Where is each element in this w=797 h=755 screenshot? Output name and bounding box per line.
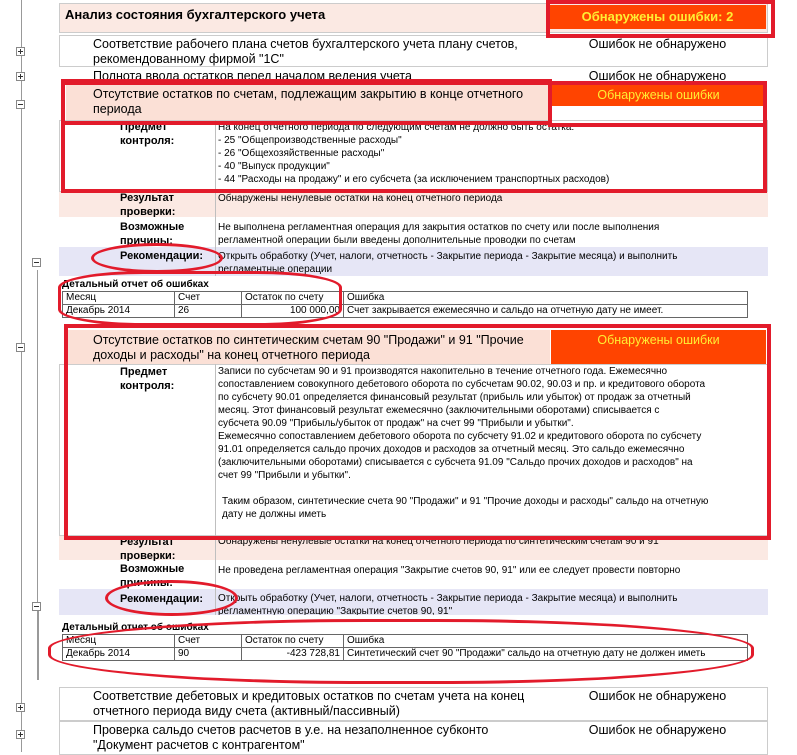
column-header: Ошибка: [344, 635, 748, 648]
check-status: Ошибок не обнаружено: [588, 689, 727, 703]
subject-text: Записи по субсчетам 90 и 91 производятся накопительно в течение отчетного года. Ежемесячно сопоставлением совокупного дебетового оборота по субсчетам 90.02, 90.03 и пр. и кредитового оборота по субсчету 90.01 определяется финансовый результат (прибыль или убыток) от продаж за отчетный месяц. Этот финансовый результат ежемесячно (заключительными оборотами) списывается с субсчета 90.09 "Прибыль/убыток от продаж" на счет 99 "Прибыли и убытки". Ежемесячно сопоставлением дебетового оборота по субсчету 91.02 и кредитового оборота по субсчету 91.01 определяется сальдо прочих доходов и расходов за отчетный месяц. Это сальдо ежемесячно (заключительными оборотами) списывается с субсчета 91.09 "Сальдо прочих доходов и расходов" на счет 99 "Прибыли и убытки". Таким образом, синтетические счета 90 "Продажи" и 91 "Прочие доходы и расходы" сальдо на отчетную дату не должны иметь: [218, 366, 709, 520]
check-title: Полнота ввода остатков перед началом ведения учета: [93, 69, 412, 83]
check-title: Соответствие рабочего плана счетов бухгалтерского учета плану счетов, рекомендованному фирмой "1С": [93, 37, 518, 66]
column-header: Счет: [175, 292, 242, 305]
expand-toggle[interactable]: [16, 730, 25, 739]
error-cell: Синтетический счет 90 "Продажи" сальдо на отчетную дату не должен иметь: [344, 648, 748, 661]
report-title: Анализ состояния бухгалтерского учета: [65, 7, 326, 22]
expand-toggle[interactable]: [16, 72, 25, 81]
check-title: Отсутствие остатков по синтетическим счетам 90 "Продажи" и 91 "Прочие доходы и расходы" на конец отчетного периода: [93, 333, 524, 362]
detail-report-title: Детальный отчет об ошибках: [62, 279, 209, 290]
result-text: Обнаружены ненулевые остатки на конец отчетного периода: [218, 193, 503, 204]
annotation-ellipse: [48, 619, 754, 684]
annotation-ellipse: [105, 580, 238, 616]
collapse-toggle[interactable]: [16, 343, 25, 352]
column-header: Остаток по счету: [242, 635, 344, 648]
causes-text: Не выполнена регламентная операция для закрытия остатков по счету или после выполнения регламентной операции были введены дополнительные проводки по счетам: [218, 222, 660, 246]
recommendations-label: Рекомендации:: [120, 250, 204, 262]
recommendations-label: Рекомендации:: [120, 593, 204, 605]
recommendations-text: Открыть обработку (Учет, налоги, отчетность - Закрытие периода - Закрытие месяца) и выполнить регламентные операции: [218, 251, 678, 275]
subject-label: Предмет контроля:: [120, 121, 175, 147]
annotation-box: [64, 324, 771, 540]
check-status: Ошибок не обнаружено: [588, 37, 727, 51]
annotation-ellipse: [91, 243, 223, 273]
month-cell: Декабрь 2014: [63, 648, 175, 661]
causes-label: Возможные причины:: [120, 221, 185, 247]
annotation-ellipse: [58, 271, 342, 326]
expand-toggle[interactable]: [16, 47, 25, 56]
check-status-error: Обнаружены ошибки: [551, 330, 766, 364]
tree-line: [21, 0, 22, 752]
balance-cell: 100 000,00: [242, 305, 344, 318]
account-cell: 26: [175, 305, 242, 318]
column-header: Месяц: [63, 635, 175, 648]
detail-report-title: Детальный отчет об ошибках: [62, 622, 209, 633]
column-header: Ошибка: [344, 292, 748, 305]
collapse-toggle[interactable]: [16, 100, 25, 109]
month-cell: Декабрь 2014: [63, 305, 175, 318]
result-label: Результат проверки:: [120, 536, 176, 561]
column-header: Месяц: [63, 292, 175, 305]
column-header: Остаток по счету: [242, 292, 344, 305]
account-cell: 90: [175, 648, 242, 661]
balance-cell: -423 728,81: [242, 648, 344, 661]
expand-toggle[interactable]: [16, 703, 25, 712]
recommendations-text: Открыть обработку (Учет, налоги, отчетность - Закрытие периода - Закрытие месяца) и выполнить регламентную операцию "Закрытие счетов 90, 91": [218, 593, 678, 615]
causes-text: Не проведена регламентная операция "Закрытие счетов 90, 91" или ее следует провести повторно: [218, 565, 681, 576]
result-text: Обнаружены ненулевые остатки на конец отчетного периода по синтетическим счетам 90 и 91: [218, 536, 659, 547]
result-label: Результат проверки:: [120, 192, 176, 217]
check-title: Отсутствие остатков по счетам, подлежащим закрытию в конце отчетного периода: [93, 87, 524, 116]
errors-found-badge: Обнаружены ошибки: 2: [549, 5, 766, 29]
annotation-box: [546, 0, 775, 38]
check-title: Соответствие дебетовых и кредитовых остатков по счетам учета на конец отчетного периода виду счета (активный/пассивный): [93, 689, 525, 718]
check-status-error: Обнаружены ошибки: [551, 84, 766, 106]
subject-label: Предмет контроля:: [120, 366, 175, 392]
error-cell: Счет закрывается ежемесячно и сальдо на отчетную дату не имеет.: [344, 305, 748, 318]
collapse-toggle[interactable]: [32, 258, 41, 267]
causes-label: Возможные причины:: [120, 563, 185, 589]
annotation-box: [61, 81, 767, 193]
column-header: Счет: [175, 635, 242, 648]
check-status: Ошибок не обнаружено: [588, 69, 727, 83]
check-status: Ошибок не обнаружено: [588, 723, 727, 737]
tree-line: [38, 610, 39, 680]
subject-text: На конец отчетного периода по следующим счетам не должно быть остатка: - 25 "Общепроизводственные расходы" - 26 "Общехозяйственные расходы" - 40 "Выпуск продукции" - 44 "Расходы на продажу" и его субсчета (за исключением транспортных расходов): [218, 122, 610, 185]
check-title: Проверка сальдо счетов расчетов в у.е. на незаполненное субконто "Документ расчетов с контрагентом": [93, 723, 489, 752]
collapse-toggle[interactable]: [32, 602, 41, 611]
